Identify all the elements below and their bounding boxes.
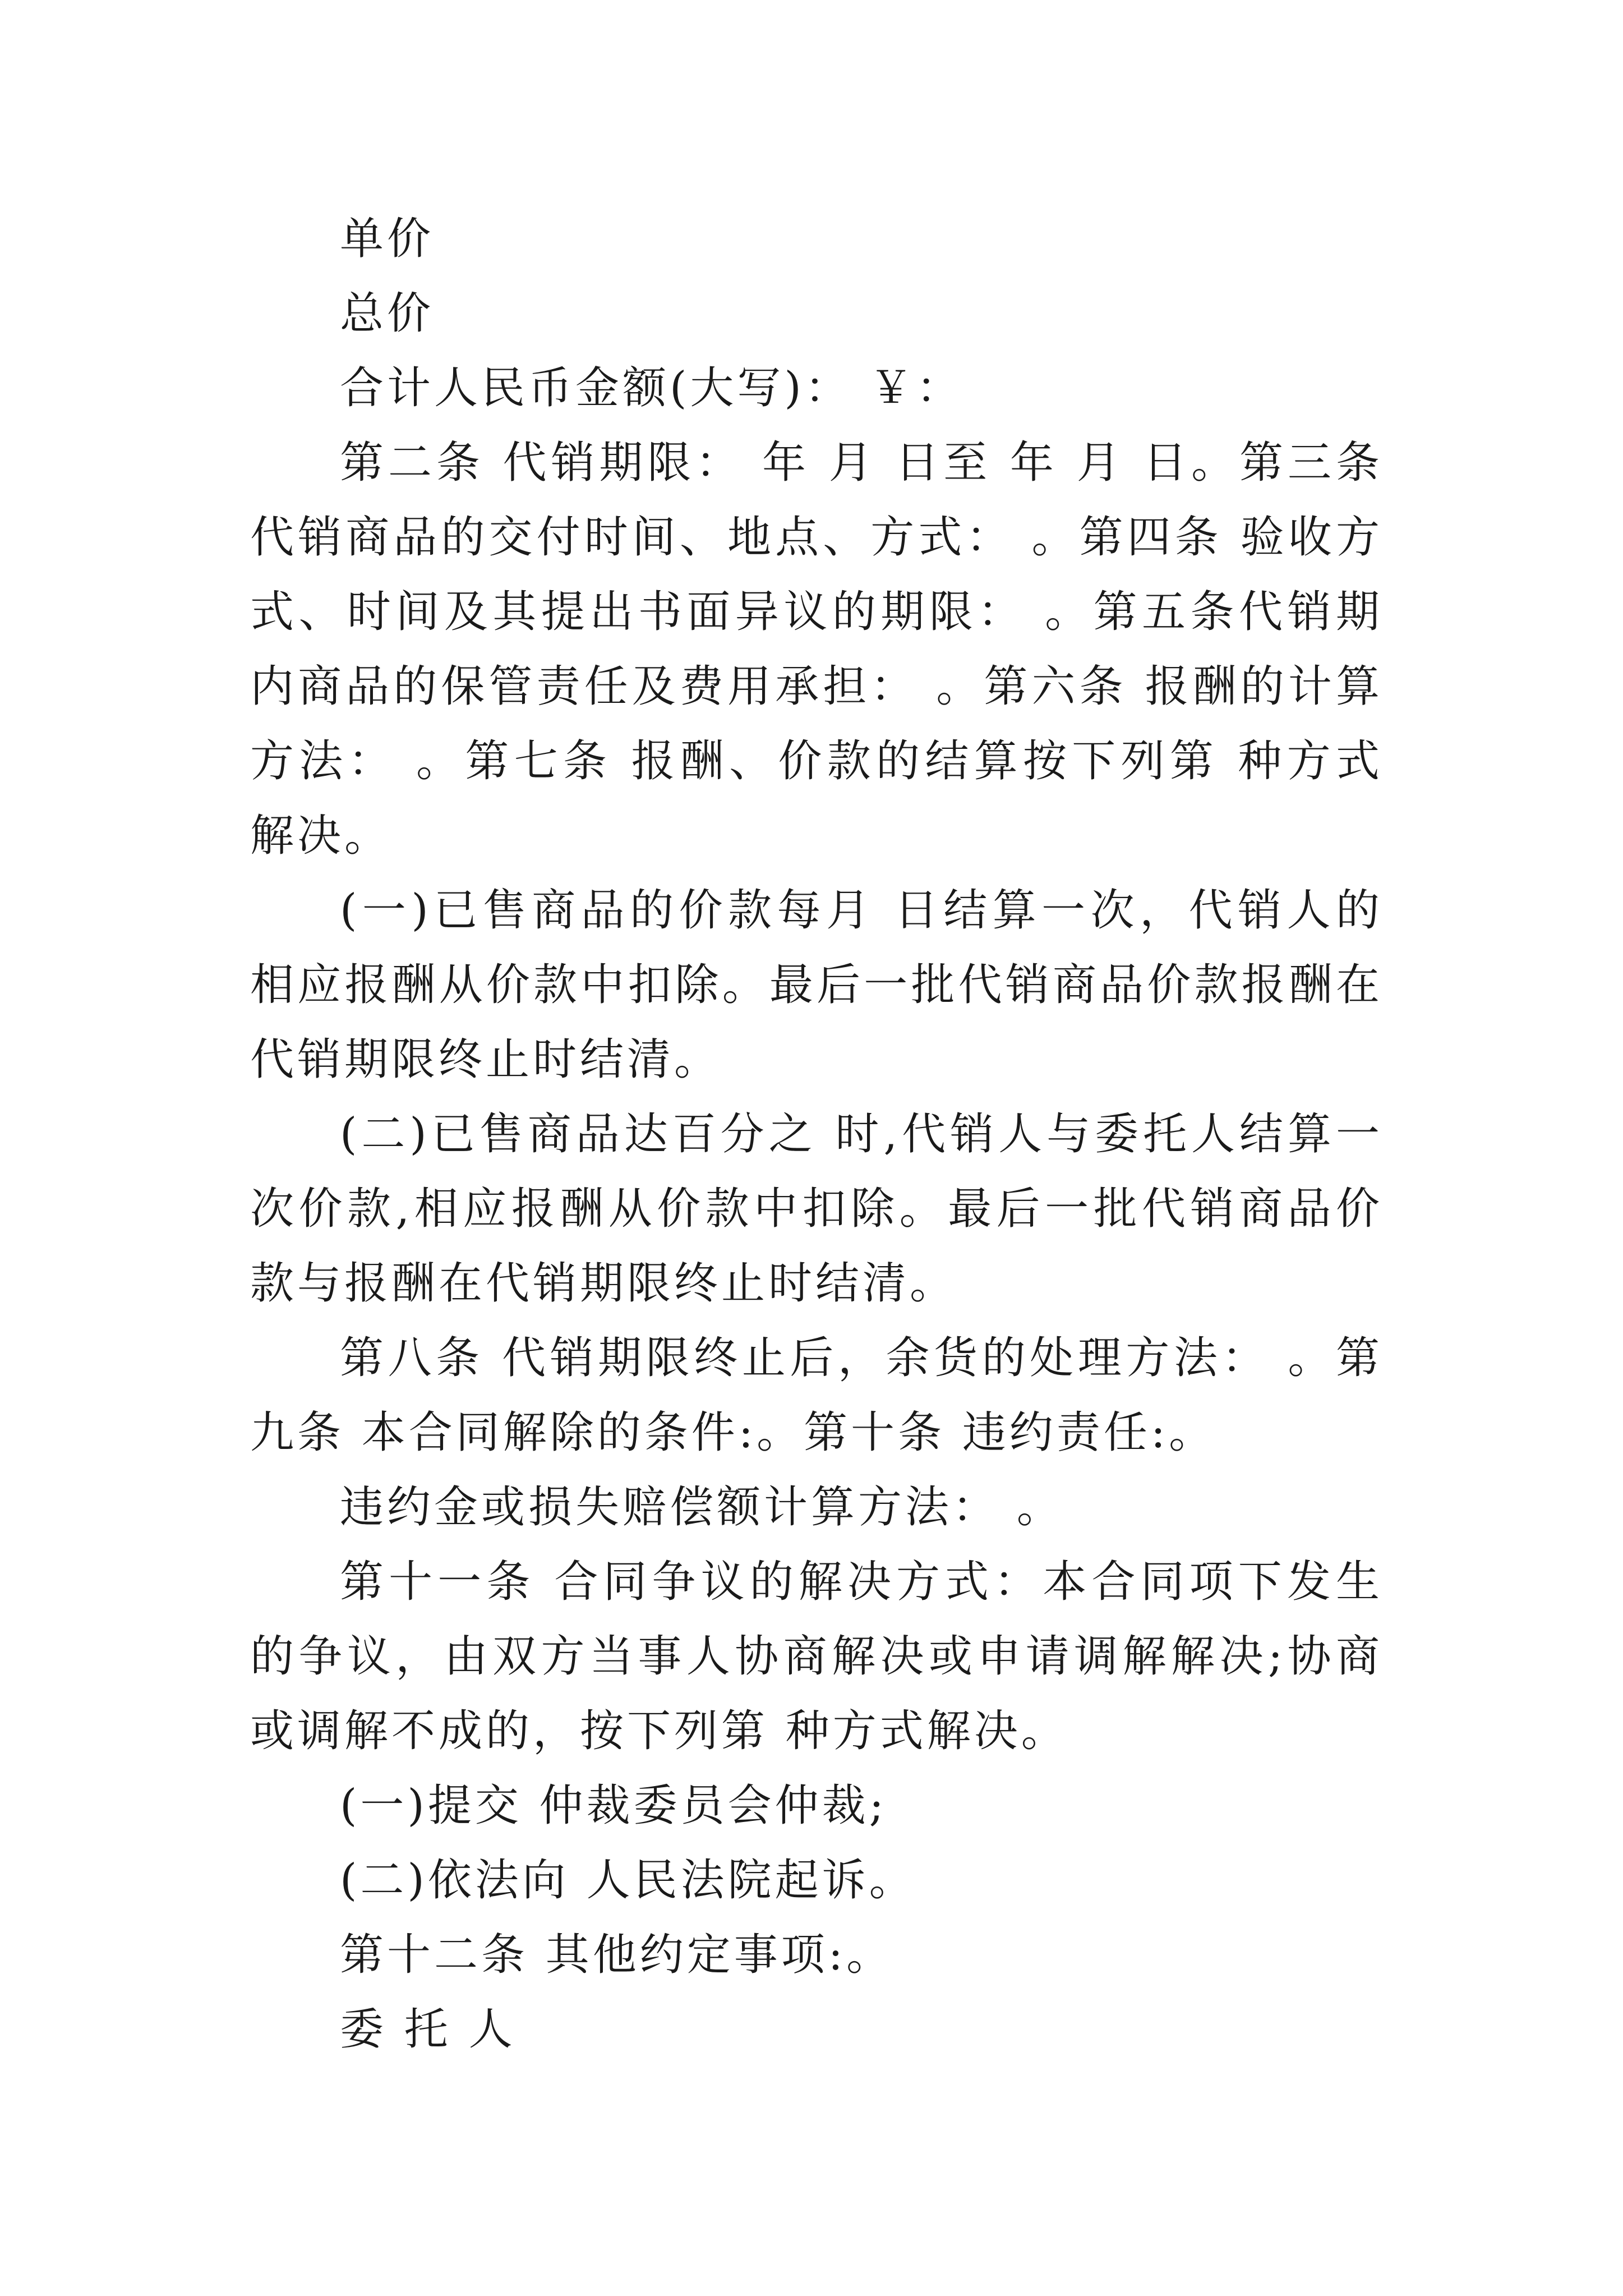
article-11-paragraph: 第十一条 合同争议的解决方式：本合同项下发生的争议，由双方当事人协商解决或申请调解解决;协商或调解不成的，按下列第 种方式解决。: [250, 1557, 1383, 1756]
contract-body: [250, 202, 1383, 2067]
total-amount-line: 合计人民币金额(大写)： ￥：: [340, 363, 963, 413]
principal-signature-label: 委 托 人: [340, 2004, 516, 2055]
unit-price-label: 单价: [340, 214, 435, 264]
litigation-option-line: (二)依法向 人民法院起诉。: [340, 1855, 916, 1906]
settlement-option-1-paragraph: (一)已售商品的价款每月 日结算一次，代销人的相应报酬从价款中扣除。最后一批代销商品价款报酬在代销期限终止时结清。: [250, 885, 1383, 1085]
penalty-calculation-line: 违约金或损失赔偿额计算方法： 。: [340, 1482, 1064, 1533]
articles-2-to-7-paragraph: 第二条 代销期限： 年 月 日至 年 月 日。第三条 代销商品的交付时间、地点、方式： 。第四条 验收方式、时间及其提出书面异议的期限： 。第五条代销期内商品的保管责任及费用承担： 。第六条 报酬的计算方法： 。第七条 报酬、价款的结算按下列第 种方式解决。: [250, 438, 1383, 861]
articles-8-to-10-paragraph: 第八条 代销期限终止后，余货的处理方法： 。第九条 本合同解除的条件:。第十条 违约责任:。: [250, 1333, 1383, 1458]
article-12-line: 第十二条 其他约定事项:。: [340, 1930, 894, 1980]
total-price-label: 总价: [340, 288, 435, 339]
arbitration-option-line: (一)提交 仲裁委员会仲裁;: [340, 1780, 887, 1831]
settlement-option-2-paragraph: (二)已售商品达百分之 时,代销人与委托人结算一次价款,相应报酬从价款中扣除。最后一批代销商品价款与报酬在代销期限终止时结清。: [250, 1109, 1383, 1309]
